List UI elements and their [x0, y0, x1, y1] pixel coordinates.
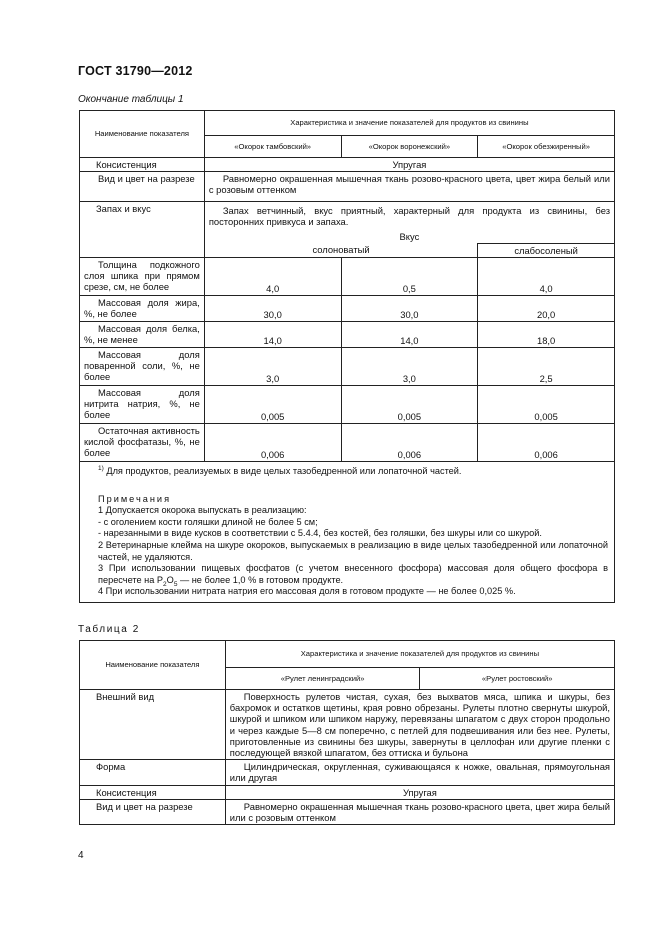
- row-fat-value-1: 30,0: [204, 296, 341, 322]
- table2-row-appearance-label: Внешний вид: [80, 690, 226, 760]
- row-consistency-value: Упругая: [204, 158, 614, 172]
- note-1b: - нарезанными в виде кусков в соответствии с 5.4.4, без костей, без голяшки, без шкуры или со шкурой.: [98, 528, 542, 539]
- table1-header-product-2: «Окорок воронежский»: [341, 136, 478, 158]
- row-taste-label: Вкус: [204, 229, 614, 244]
- document-title: ГОСТ 31790—2012: [78, 64, 193, 78]
- table2-row-cut-view-label: Вид и цвет на разрезе: [80, 799, 226, 824]
- table2-row-appearance-value: Поверхность рулетов чистая, сухая, без выхватов мяса, шпика и шкуры, без бахромок и остатков щетины, края ровно обрезаны. Рулеты плотно свернуты шкурой, шкурой и шпиком или шпиком наружу, перевязаны шпагатом с двух сторон продольно и через каждые 5—8 см поперечно, с петлей для подвешивания или без нее. Рулеты, приготовленные из свинины без шкуры, завернуты в целлофан или другие пленки с последующей вязкой шпагатом, без оттиска и бульона: [225, 690, 614, 760]
- page-number: 4: [78, 850, 84, 861]
- row-phosphatase-value-2: 0,006: [341, 424, 478, 462]
- row-taste-salty: солоноватый: [204, 243, 477, 257]
- row-salt-label: Массовая доля поваренной соли, %, не более: [80, 348, 205, 386]
- table1-header-group: Характеристика и значение показателей для продуктов из свинины: [204, 111, 614, 136]
- table2-caption: Таблица 2: [78, 624, 140, 635]
- table2-header-group: Характеристика и значение показателей для продуктов из свинины: [225, 641, 614, 668]
- table-1: [79, 110, 615, 603]
- notes-title: Примечания: [98, 493, 172, 504]
- table2-header-product-2: «Рулет ростовский»: [420, 668, 615, 690]
- row-salt-value-3: 2,5: [478, 348, 615, 386]
- row-taste-light: слабосоленый: [478, 243, 615, 257]
- table2-row-cut-view-value: Равномерно окрашенная мышечная ткань розово-красного цвета, цвет жира белый или с розовым оттенком: [225, 799, 614, 824]
- row-fat-value-2: 30,0: [341, 296, 478, 322]
- footnote-mark: 1): [98, 464, 104, 472]
- row-nitrite-label: Массовая доля нитрита натрия, %, не более: [80, 386, 205, 424]
- table2-header-indicator: Наименование показателя: [80, 641, 226, 690]
- row-fat-layer-value-3: 4,0: [478, 258, 615, 296]
- table1-header-product-3: «Окорок обезжиренный»: [478, 136, 615, 158]
- row-fat-layer-value-2: 0,5: [341, 258, 478, 296]
- table1-header-indicator: Наименование показателя: [80, 111, 205, 158]
- row-cut-view-label: Вид и цвет на разрезе: [80, 172, 205, 202]
- row-nitrite-value-3: 0,005: [478, 386, 615, 424]
- table1-caption: Окончание таблицы 1: [78, 94, 184, 105]
- row-salt-value-1: 3,0: [204, 348, 341, 386]
- row-nitrite-value-2: 0,005: [341, 386, 478, 424]
- footnote: $^{1)}$ Для продуктов, реализуемых в виде целых тазобедренной или лопаточной частей.: [98, 464, 462, 477]
- row-phosphatase-label: Остаточная активность кислой фосфатазы, %, не более: [80, 424, 205, 462]
- row-protein-value-1: 14,0: [204, 322, 341, 348]
- table2-header-product-1: «Рулет ленинградский»: [225, 668, 420, 690]
- row-phosphatase-value-3: 0,006: [478, 424, 615, 462]
- table2-row-consistency-label: Консистенция: [80, 785, 226, 799]
- row-smell-value: Запах ветчинный, вкус приятный, характерный для продукта из свинины, без посторонних привкуса и запаха.: [204, 202, 614, 229]
- row-protein-value-2: 14,0: [341, 322, 478, 348]
- row-fat-label: Массовая доля жира, %, не более: [80, 296, 205, 322]
- row-cut-view-value: Равномерно окрашенная мышечная ткань розово-красного цвета, цвет жира белый или с розовым оттенком: [204, 172, 614, 202]
- table2-row-form-value: Цилиндрическая, округленная, суживающаяся к ножке, овальная, прямоугольная или другая: [225, 760, 614, 785]
- row-fat-layer-label: Толщина подкожного слоя шпика при прямом срезе, см, не более: [80, 258, 205, 296]
- row-protein-label: Массовая доля белка, %, не менее: [80, 322, 205, 348]
- row-nitrite-value-1: 0,005: [204, 386, 341, 424]
- table2-row-consistency-value: Упругая: [225, 785, 614, 799]
- note-3: 3 При использовании пищевых фосфатов (с учетом внесенного фосфора) массовая доля общего фосфора в пересчете на $P_2O_5$ — не более 1,0 % в готовом продукте.: [98, 563, 608, 588]
- row-fat-layer-value-1: 4,0: [204, 258, 341, 296]
- row-fat-value-3: 20,0: [478, 296, 615, 322]
- note-1: 1 Допускается окорока выпускать в реализацию:: [98, 505, 307, 516]
- note-1a: - с оголением кости голяшки длиной не более 5 см;: [98, 516, 318, 527]
- table1-header-product-1: «Окорок тамбовский»: [204, 136, 341, 158]
- table-2: [79, 640, 615, 825]
- row-salt-value-2: 3,0: [341, 348, 478, 386]
- table1-footnotes: [80, 462, 615, 603]
- row-consistency-label: Консистенция: [80, 158, 205, 172]
- note-2: 2 Ветеринарные клейма на шкуре окороков, выпускаемых в реализацию в виде целых тазобедренной или лопаточной частей, не удаляются.: [98, 539, 608, 562]
- row-smell-label: Запах и вкус: [80, 202, 205, 258]
- row-protein-value-3: 18,0: [478, 322, 615, 348]
- note-4: 4 При использовании нитрата натрия его массовая доля в готовом продукте — не более 0,025 %.: [98, 586, 516, 597]
- row-phosphatase-value-1: 0,006: [204, 424, 341, 462]
- table2-row-form-label: Форма: [80, 760, 226, 785]
